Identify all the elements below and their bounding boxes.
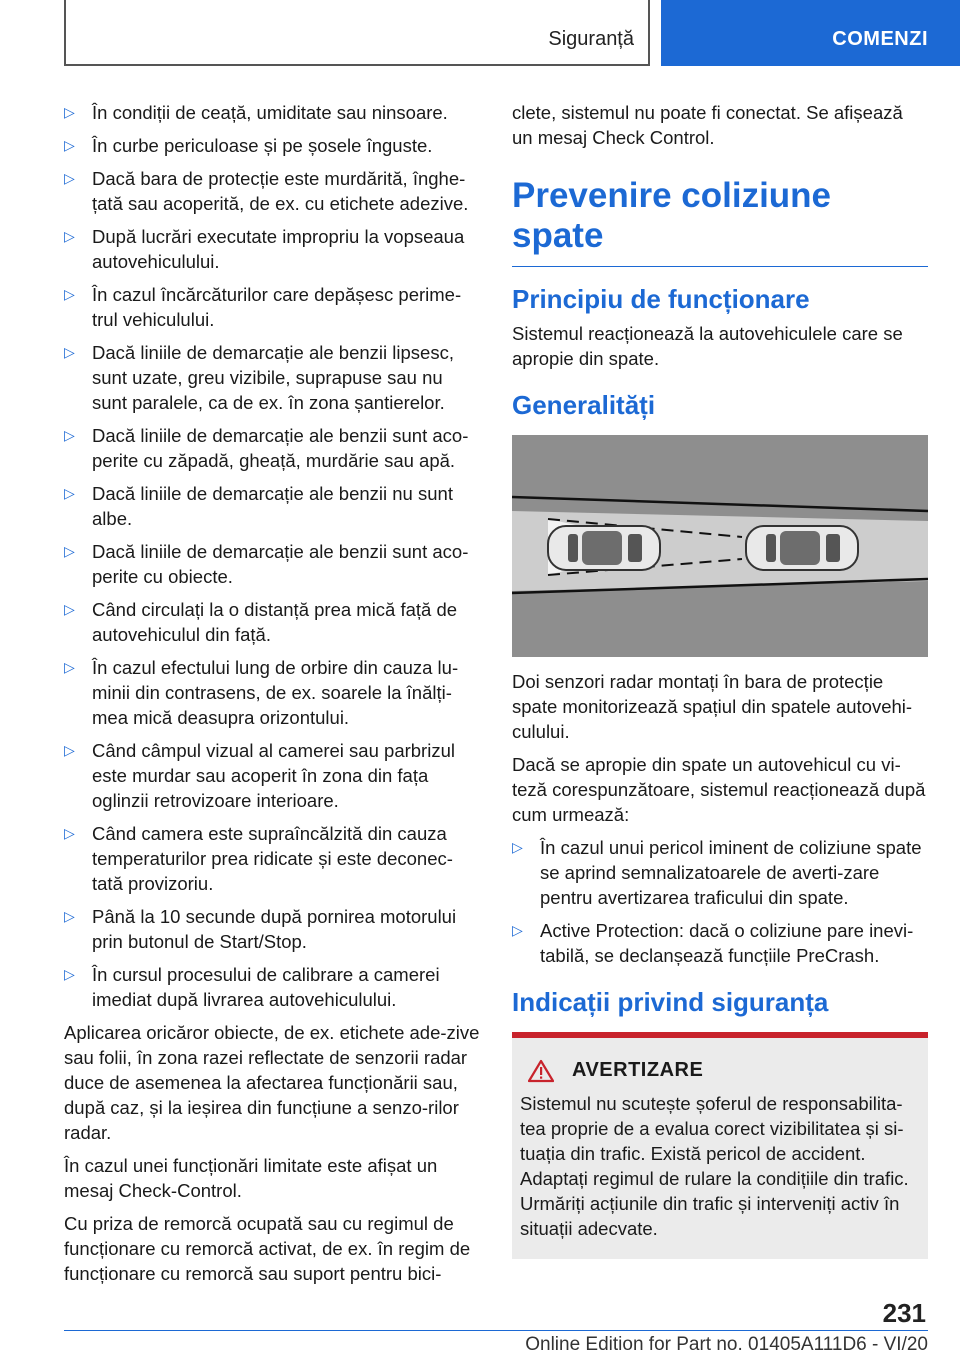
subheading-principle: Principiu de funcționare <box>512 284 810 314</box>
list-item: ▷ Când circulați la o distanță prea mică față de autovehiculul din față. <box>64 599 458 645</box>
warning-text: Sistemul nu scutește șoferul de responsabilita-tea proprie de a evalua corect vizibilitatea și si-tuația din trafic. Există pericol de accident. Adaptați regimul de rulare la condițiile din trafic. Urmăriți acțiunile din trafic și interveniți activ în situații adecvate. <box>520 1093 909 1239</box>
header-chapter-title: COMENZI <box>832 28 928 50</box>
bullet-triangle-icon: ▷ <box>64 966 75 982</box>
body-paragraph: Aplicarea oricăror obiecte, de ex. etichete ade-zive sau folii, în zona razei reflectate de senzorii radar duce de asemenea la afectarea funcționării sau, după caz, și la ieșirea din funcțiune a senzo-rilor radar. <box>64 1022 480 1143</box>
bullet-triangle-icon: ▷ <box>64 137 75 153</box>
continuation-paragraph: clete, sistemul nu poate fi conectat. Se afișează un mesaj Check Control. <box>512 102 903 148</box>
list-item: ▷ Dacă liniile de demarcație ale benzii sunt aco-perite cu zăpadă, gheață, murdărie sau apă. <box>64 425 469 471</box>
warning-title: AVERTIZARE <box>572 1059 704 1081</box>
list-item: ▷ Dacă bara de protecție este murdărită, înghe-țată sau acoperită, de ex. cu etichete adezive. <box>64 168 469 214</box>
section-heading: Prevenire coliziune spate <box>512 176 928 267</box>
list-item: ▷ După lucrări executate impropriu la vopseaua autovehiculului. <box>64 226 465 272</box>
bullet-triangle-icon: ▷ <box>64 286 75 302</box>
approaching-car-icon <box>746 526 858 570</box>
list-item: ▷ Când câmpul vizual al camerei sau parbrizul este murdar sau acoperit în zona din fața oglinzii retrovizoare interioare. <box>64 740 455 811</box>
footer-divider <box>64 1330 928 1331</box>
general-paragraph-2: Dacă se apropie din spate un autovehicul cu vi-teză corespunzătoare, sistemul reacționează după cum urmează: <box>512 754 926 825</box>
list-item: ▷ În cazul unui pericol iminent de coliziune spate se aprind semnalizatoarele de averti-zare pentru avertizarea traficului din spate. <box>512 837 922 908</box>
footer-edition: Online Edition for Part no. 01405A111D6 - VI/20 <box>525 1334 928 1355</box>
bullet-triangle-icon: ▷ <box>64 825 75 841</box>
list-item: ▷ Dacă liniile de demarcație ale benzii sunt aco-perite cu obiecte. <box>64 541 469 587</box>
bullet-triangle-icon: ▷ <box>64 344 75 360</box>
right-column <box>512 100 928 1259</box>
bullet-triangle-icon: ▷ <box>64 908 75 924</box>
list-item: ▷ Active Protection: dacă o coliziune pare inevi-tabilă, se declanșează funcțiile PreCrash. <box>512 920 914 966</box>
bullet-triangle-icon: ▷ <box>64 601 75 617</box>
bullet-triangle-icon: ▷ <box>64 228 75 244</box>
list-item: ▷ În curbe periculoase și pe șosele înguste. <box>64 135 433 156</box>
list-item: ▷ Dacă liniile de demarcație ale benzii nu sunt albe. <box>64 483 453 529</box>
left-column <box>64 100 480 1294</box>
subheading-general: Generalități <box>512 390 656 420</box>
rear-collision-illustration <box>512 435 928 657</box>
bullet-triangle-icon: ▷ <box>64 427 75 443</box>
body-paragraph: În cazul unei funcționări limitate este afișat un mesaj Check-Control. <box>64 1155 438 1201</box>
bullet-triangle-icon: ▷ <box>64 543 75 559</box>
body-paragraph: Cu priza de remorcă ocupată sau cu regimul de funcționare cu remorcă activat, de ex. în regim de funcționare cu remorcă sau suport pentru bici- <box>64 1213 471 1284</box>
header-chapter-tab <box>661 0 960 66</box>
list-item: ▷ În cazul încărcăturilor care depășesc perime-trul vehiculului. <box>64 284 462 330</box>
bullet-triangle-icon: ▷ <box>64 485 75 501</box>
warning-header <box>520 1058 920 1083</box>
list-item: ▷ În cursul procesului de calibrare a camerei imediat după livrarea autovehiculului. <box>64 964 440 1010</box>
header-section-title: Siguranță <box>548 28 634 50</box>
bullet-triangle-icon: ▷ <box>512 839 523 855</box>
bullet-triangle-icon: ▷ <box>512 922 523 938</box>
principle-paragraph: Sistemul reacționează la autovehiculele care se apropie din spate. <box>512 323 903 369</box>
warning-triangle-icon <box>528 1059 554 1083</box>
list-item: ▷ În condiții de ceață, umiditate sau ninsoare. <box>64 102 448 123</box>
rear-car-icon <box>548 526 660 570</box>
warning-box <box>512 1032 928 1259</box>
list-item: ▷ Dacă liniile de demarcație ale benzii lipsesc, sunt uzate, greu vizibile, suprapuse sau nu sunt paralele, ca de ex. în zona șantierelor. <box>64 342 454 413</box>
list-item: ▷ În cazul efectului lung de orbire din cauza lu-minii din contrasens, de ex. soarele la înălți-mea mică deasupra orizontului. <box>64 657 459 728</box>
bullet-triangle-icon: ▷ <box>64 742 75 758</box>
list-item: ▷ Când camera este supraîncălzită din cauza temperaturilor prea ridicate și este deconec-tată provizoriu. <box>64 823 453 894</box>
bullet-triangle-icon: ▷ <box>64 659 75 675</box>
bullet-triangle-icon: ▷ <box>64 104 75 120</box>
header-section-tab <box>64 0 650 66</box>
list-item: ▷ Până la 10 secunde după pornirea motorului prin butonul de Start/Stop. <box>64 906 457 952</box>
bullet-triangle-icon: ▷ <box>64 170 75 186</box>
general-paragraph-1: Doi senzori radar montați în bara de protecție spate monitorizează spațiul din spatele autovehi-culului. <box>512 671 913 742</box>
page-number: 231 <box>882 1298 926 1328</box>
subheading-safety: Indicații privind siguranța <box>512 987 829 1017</box>
